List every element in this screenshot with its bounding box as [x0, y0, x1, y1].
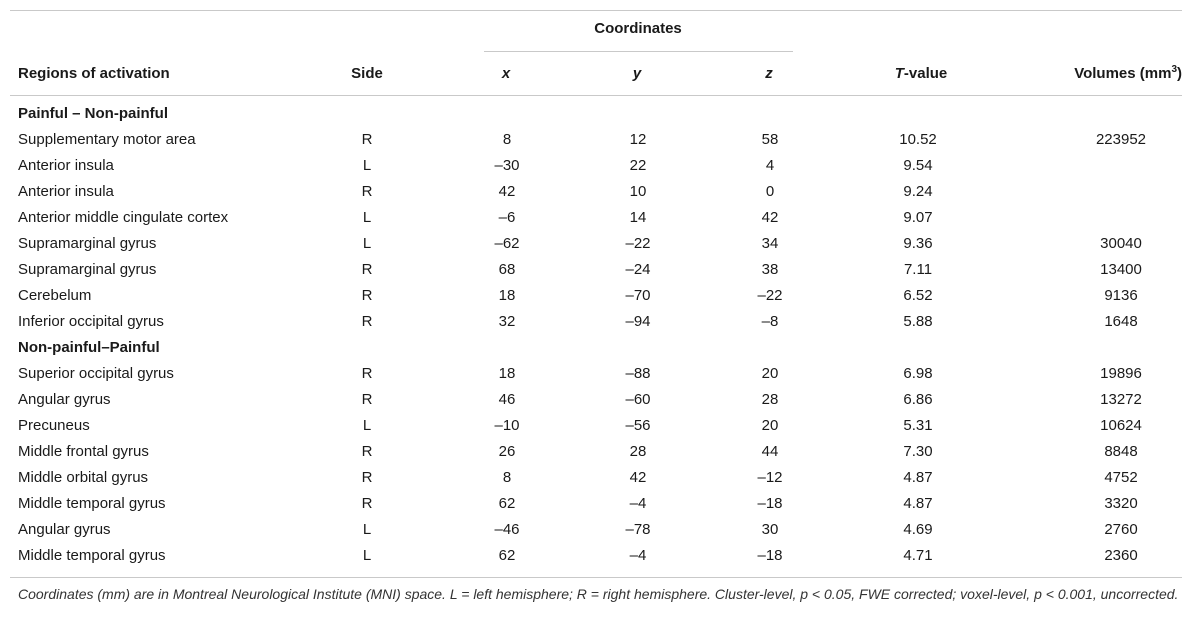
cell-vol: 13272: [1100, 391, 1142, 408]
cell-vol: 223952: [1095, 131, 1147, 148]
cell-t: 9.24: [903, 183, 933, 200]
cell-vol: 9136: [1104, 287, 1138, 304]
cell-vol: 30040: [1100, 235, 1142, 252]
cell-region: Superior occipital gyrus: [18, 365, 174, 382]
table-row: [0, 231, 1200, 257]
cell-vol: 1648: [1104, 313, 1138, 330]
region-column-header: Regions of activation: [18, 65, 170, 82]
cell-region: Cerebelum: [18, 287, 92, 304]
t-value-header-italic: T: [894, 65, 904, 82]
cell-t: 9.36: [903, 235, 933, 252]
cell-vol: 3320: [1104, 495, 1138, 512]
cell-region: Supramarginal gyrus: [18, 261, 157, 278]
cell-z: 28: [761, 391, 779, 408]
cell-x: 18: [498, 365, 516, 382]
table-row: [0, 361, 1200, 387]
cell-side: R: [361, 131, 373, 148]
cell-x: –10: [494, 417, 520, 434]
cell-y: 42: [629, 469, 647, 486]
table-row: [0, 465, 1200, 491]
cell-side: R: [361, 183, 373, 200]
cell-y: 10: [629, 183, 647, 200]
cell-z: 42: [761, 209, 779, 226]
table-row: [0, 517, 1200, 543]
cell-y: –22: [625, 235, 651, 252]
table-row: [0, 283, 1200, 309]
cell-t: 6.98: [903, 365, 933, 382]
cell-x: 62: [498, 495, 516, 512]
header-bottom-rule: [10, 95, 1182, 96]
section-label: Painful – Non-painful: [18, 105, 168, 122]
cell-z: –12: [757, 469, 783, 486]
cell-side: R: [361, 391, 373, 408]
cell-z: –18: [757, 547, 783, 564]
cell-x: 18: [498, 287, 516, 304]
cell-side: R: [361, 443, 373, 460]
cell-side: L: [362, 157, 372, 174]
cell-region: Angular gyrus: [18, 391, 111, 408]
cell-region: Supplementary motor area: [18, 131, 196, 148]
table-top-rule: [10, 10, 1182, 11]
cell-side: L: [362, 547, 372, 564]
cell-vol: 2360: [1104, 547, 1138, 564]
cell-y: –60: [625, 391, 651, 408]
cell-vol: 2760: [1104, 521, 1138, 538]
cell-t: 9.54: [903, 157, 933, 174]
cell-y: 22: [629, 157, 647, 174]
cell-x: 8: [502, 131, 512, 148]
t-value-header-rest: -value: [903, 65, 948, 82]
table-row: [0, 387, 1200, 413]
cell-z: 44: [761, 443, 779, 460]
cell-y: –70: [625, 287, 651, 304]
cell-t: 7.11: [903, 261, 933, 278]
cell-t: 4.69: [903, 521, 933, 538]
cell-x: 68: [498, 261, 516, 278]
cell-y: –78: [625, 521, 651, 538]
t-value-column-header: [895, 65, 948, 83]
cell-z: –18: [757, 495, 783, 512]
cell-y: –56: [625, 417, 651, 434]
cell-side: L: [362, 417, 372, 434]
cell-z: 0: [765, 183, 775, 200]
volumes-header-base: Volumes (mm: [1074, 65, 1172, 82]
table-row: [0, 205, 1200, 231]
table-row: [0, 127, 1200, 153]
cell-vol: 10624: [1100, 417, 1142, 434]
cell-side: L: [362, 209, 372, 226]
cell-z: 20: [761, 365, 779, 382]
cell-x: 26: [498, 443, 516, 460]
cell-side: R: [361, 261, 373, 278]
cell-z: 4: [765, 157, 775, 174]
cell-side: R: [361, 287, 373, 304]
cell-vol: 8848: [1104, 443, 1138, 460]
cell-region: Anterior middle cingulate cortex: [18, 209, 229, 226]
cell-side: R: [361, 313, 373, 330]
z-column-header: z: [765, 65, 773, 82]
table-row: [0, 153, 1200, 179]
cell-side: L: [362, 521, 372, 538]
cell-region: Middle temporal gyrus: [18, 547, 166, 564]
section-header-row: [0, 335, 1200, 361]
cell-side: L: [362, 235, 372, 252]
cell-side: R: [361, 495, 373, 512]
table-row: [0, 439, 1200, 465]
table-row: [0, 543, 1200, 569]
cell-z: –8: [761, 313, 779, 330]
cell-x: 32: [498, 313, 516, 330]
cell-x: –46: [494, 521, 520, 538]
cell-z: 38: [761, 261, 779, 278]
coordinates-header: Coordinates: [594, 20, 682, 37]
section-header-row: [0, 101, 1200, 127]
table-row: [0, 257, 1200, 283]
cell-y: 12: [629, 131, 647, 148]
cell-region: Precuneus: [18, 417, 90, 434]
cell-t: 6.86: [903, 391, 933, 408]
cell-t: 7.30: [903, 443, 933, 460]
cell-region: Supramarginal gyrus: [18, 235, 157, 252]
cell-t: 4.87: [903, 495, 933, 512]
cell-y: –4: [629, 495, 647, 512]
cell-z: 58: [761, 131, 779, 148]
cell-t: 4.87: [903, 469, 933, 486]
table-footnote: Coordinates (mm) are in Montreal Neurological Institute (MNI) space. L = left hemisphere; R = right hemisphere. Cluster-level, p < 0.05, FWE corrected; voxel-level, p < 0.001, uncorrected.: [18, 586, 1179, 602]
cell-x: 42: [498, 183, 516, 200]
table-row: [0, 309, 1200, 335]
table-row: [0, 491, 1200, 517]
volumes-header-sup: 3: [1171, 64, 1177, 75]
cell-t: 5.31: [903, 417, 933, 434]
cell-x: –30: [494, 157, 520, 174]
cell-y: –88: [625, 365, 651, 382]
cell-side: R: [361, 365, 373, 382]
cell-x: 46: [498, 391, 516, 408]
table-row: [0, 413, 1200, 439]
cell-vol: 4752: [1104, 469, 1138, 486]
cell-y: 28: [629, 443, 647, 460]
cell-z: –22: [757, 287, 783, 304]
cell-t: 6.52: [903, 287, 933, 304]
cell-side: R: [361, 469, 373, 486]
cell-x: –62: [494, 235, 520, 252]
cell-t: 4.71: [903, 547, 933, 564]
section-label: Non-painful–Painful: [18, 339, 160, 356]
y-column-header: y: [632, 65, 642, 82]
cell-y: 14: [629, 209, 647, 226]
cell-region: Middle frontal gyrus: [18, 443, 149, 460]
x-column-header: x: [501, 65, 511, 82]
volumes-header-close: ): [1177, 65, 1182, 82]
cell-y: –94: [625, 313, 651, 330]
cell-x: 62: [498, 547, 516, 564]
cell-region: Angular gyrus: [18, 521, 111, 538]
volumes-column-header: [1074, 65, 1182, 83]
coordinates-rule: [484, 51, 793, 52]
cell-y: –4: [629, 547, 647, 564]
cell-z: 30: [761, 521, 779, 538]
cell-y: –24: [625, 261, 651, 278]
cell-t: 10.52: [899, 131, 937, 148]
cell-region: Inferior occipital gyrus: [18, 313, 164, 330]
cell-region: Anterior insula: [18, 157, 114, 174]
table-row: [0, 179, 1200, 205]
cell-t: 5.88: [903, 313, 933, 330]
cell-vol: 13400: [1100, 261, 1142, 278]
cell-t: 9.07: [903, 209, 933, 226]
cell-x: 8: [502, 469, 512, 486]
cell-region: Anterior insula: [18, 183, 114, 200]
cell-z: 20: [761, 417, 779, 434]
table-bottom-rule: [10, 577, 1182, 578]
side-column-header: Side: [351, 65, 383, 82]
cell-x: –6: [498, 209, 516, 226]
cell-region: Middle temporal gyrus: [18, 495, 166, 512]
cell-region: Middle orbital gyrus: [18, 469, 149, 486]
cell-z: 34: [761, 235, 779, 252]
cell-vol: 19896: [1100, 365, 1142, 382]
